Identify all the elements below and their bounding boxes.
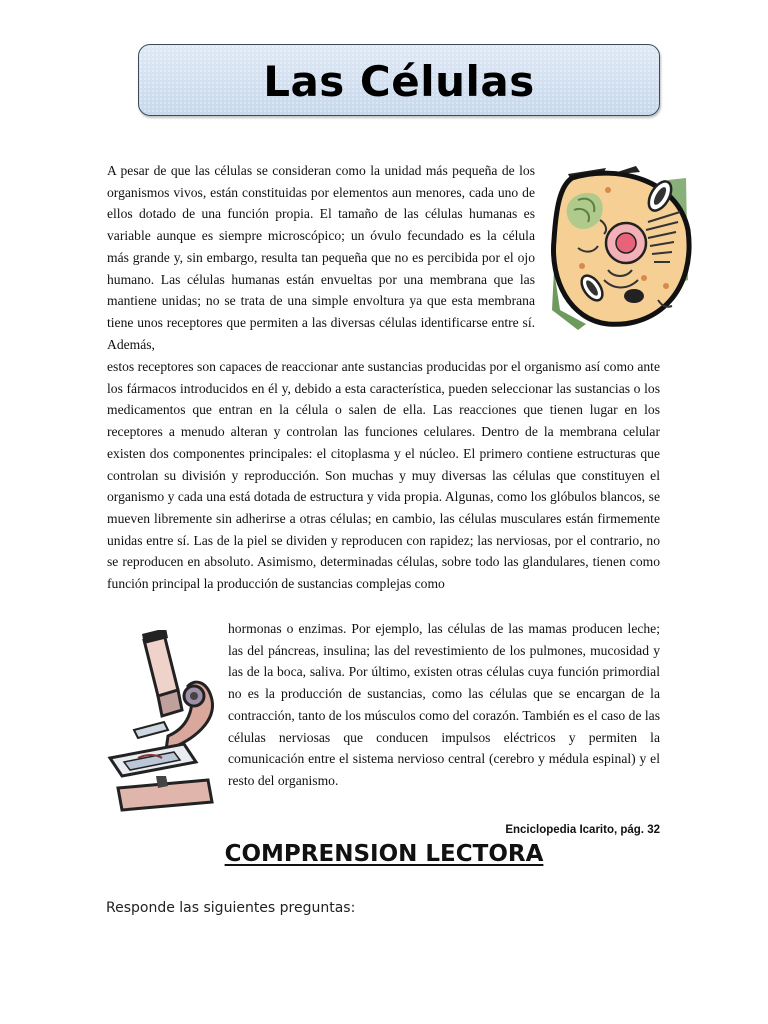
article-paragraph-top: A pesar de que las células se consideran como la unidad más pequeña de los organismos vivos, están constituidas por elementos aun menores, cada uno de ellos dotado de una función propia. El tamaño de las células humanas es variable aunque es siempre microscópico; un óvulo fecundado es la célula más grande y, sin embargo, resulta tan pequeña que no es percibida por el ojo humano. Las células humanas están envueltas por una membrana que las mantiene unidas; no se trata de una simple envoltura ya que esta membrana tiene unos receptores que permiten a las diversas células identificarse entre sí. Además, [107,163,535,352]
section-title [0,841,768,867]
article-paragraph-bottom: hormonas o enzimas. Por ejemplo, las células de las mamas producen leche; las del páncreas, insulina; las del revestimiento de los pulmones, mucosidad y las de la boca, saliva. Por último, existen otras células cuya función primordial no es la producción de sustancias, como las células que se encargan de la contracción, tanto de los músculos como del corazón. También es el caso de las células nerviosas que conducen impulsos eléctricos y permiten la comunicación entre el sistema nervioso central (cerebro y médula espinal) y el resto del organismo. [228,621,660,788]
title-banner [138,44,660,116]
instructions-text: Responde las siguientes preguntas: [106,900,356,916]
section-title-text: COMPRENSION LECTORA [224,841,544,867]
source-citation: Enciclopedia Icarito, pág. 32 [505,824,660,836]
page-title: Las Células [263,57,535,106]
cell-illustration [548,160,696,330]
microscope-illustration [104,630,220,825]
article-paragraph-middle: estos receptores son capaces de reaccionar ante sustancias producidas por el organismo así como ante los fármacos introducidos en él y, debido a esta característica, pueden seleccionar las sustancias o los medicamentos que entran en la célula o salen de ella. Las reacciones que tienen lugar en los receptores a menudo alteran y controlan las funciones celulares. Dentro de la membrana celular existen dos componentes principales: el citoplasma y el núcleo. El primero contiene estructuras que controlan su división y reproducción. Son muchas y muy diversas las células que constituyen el organismo y cada una está dotada de estructura y vida propia. Algunas, como los glóbulos blancos, se mueven libremente sin adherirse a otras células; en cambio, las células musculares están firmemente unidas entre sí. Las de la piel se dividen y reproducen con rapidez; las nerviosas, por el contrario, no se reproducen en absoluto. Asimismo, determinadas células, sobre todo las glandulares, tienen como función principal la producción de sustancias complejas como [107,359,660,592]
